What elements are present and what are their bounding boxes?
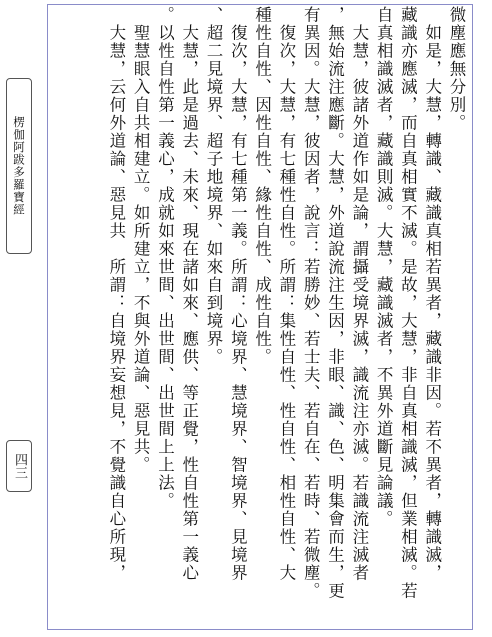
sutra-text — [52, 6, 468, 626]
text-column: 如是，大慧，轉識、藏識真相若異者，藏識非因。若不異者，轉識滅， — [422, 6, 442, 582]
text-column: 藏識亦應滅，而自真相實不滅。是故，大慧，非自真相識滅，但業相滅。若 — [398, 6, 418, 600]
text-column: 。以性自性第一義心，成就如來世間、出世間、出世間上上法。 — [155, 6, 175, 510]
text-column: 大慧，彼諸外道作如是論，謂攝受境界滅，識流注亦滅。若識流注滅者 — [349, 6, 369, 582]
text-column: 聖慧眼入自共相建立。如所建立，不與外道論、惡見共。 — [131, 6, 151, 474]
text-column: 種性自性、因性自性、緣性自性、成性自性。 — [252, 6, 272, 366]
text-column: 大慧，此是過去、未來、現在諸如來、應供、等正覺，性自性第一義心 — [179, 6, 199, 582]
book-title-tab — [6, 78, 32, 254]
text-column: 微塵應無分別。 — [447, 6, 466, 132]
text-column: 復次，大慧，有七種性自性。所謂：集性自性、性自性、相性自性、大 — [276, 6, 296, 582]
text-column: 、超二見境界、超子地境界、如來自到境界。 — [204, 6, 224, 366]
text-column: 有異因。大慧，彼因者，說言：若勝妙、若士夫、若自在、若時、若微塵。 — [301, 6, 321, 600]
text-column: 復次，大慧，有七種第一義。所謂：心境界、慧境界、智境界、見境界 — [228, 6, 248, 582]
book-title: 楞伽阿跋多羅寶經 — [12, 116, 26, 216]
text-column: 大慧，云何外道論、惡見共 所謂：自境界妄想見，不覺識自心所現， — [106, 6, 126, 582]
text-column: 自真相識滅者，藏識則滅。大慧，藏識滅者，不異外道斷見論議。 — [374, 6, 394, 528]
text-column: ，無始流注應斷。大慧，外道說流注生因，非眼、識、色、明集會而生，更 — [325, 6, 345, 600]
page-number: 四三 — [12, 453, 27, 479]
page-number-tab — [6, 440, 32, 492]
